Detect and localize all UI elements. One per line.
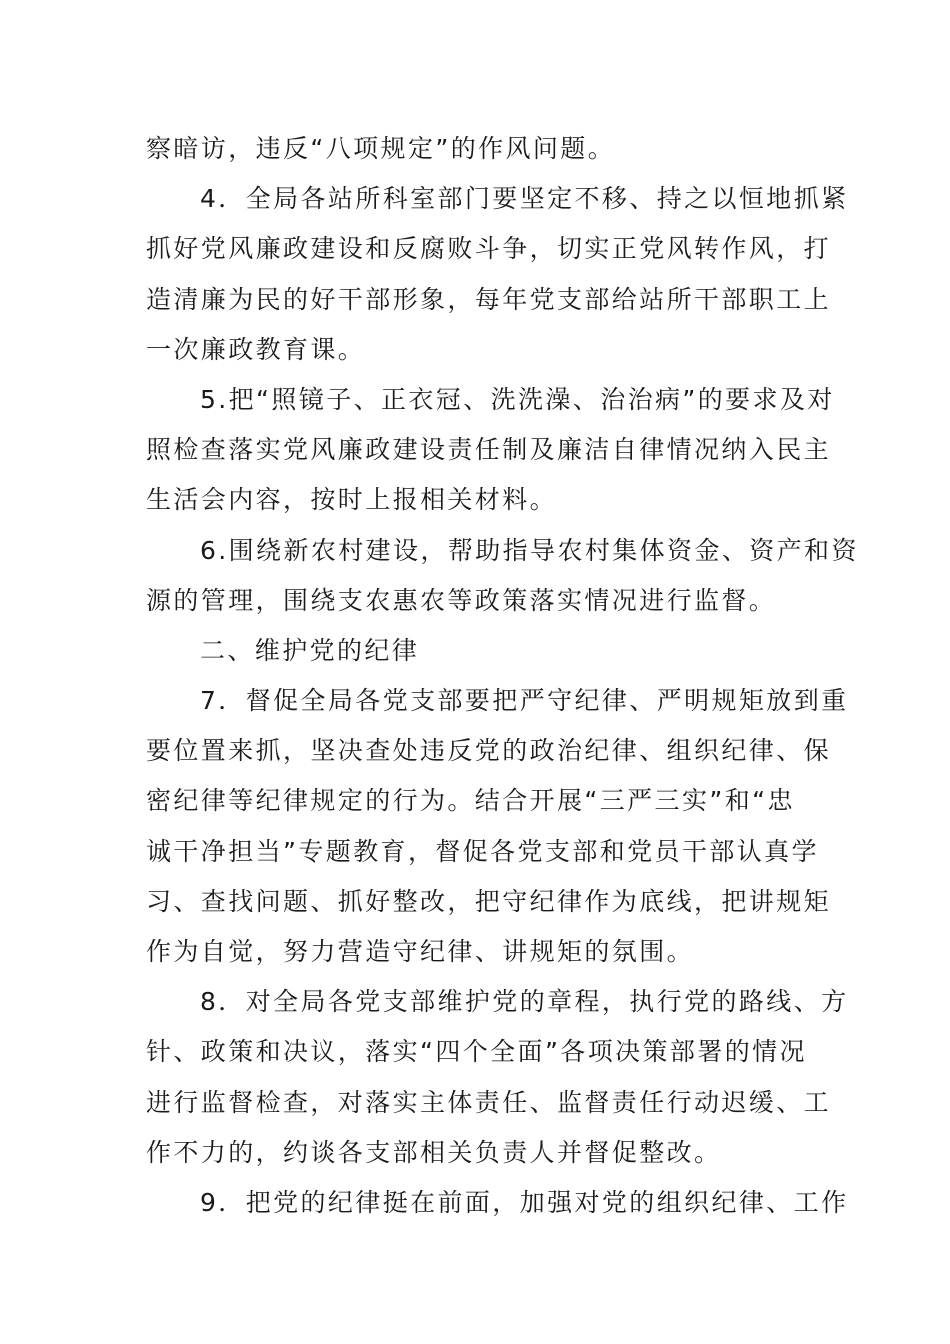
paragraph-item-8-start: 8．对全局各党支部维护党的章程，执行党的路线、方 (200, 987, 849, 1017)
text-line: 造清廉为民的好干部形象，每年党支部给站所干部职工上 (146, 284, 832, 314)
paragraph-item-4-start: 4．全局各站所科室部门要坚定不移、持之以恒地抓紧 (200, 184, 849, 214)
text-line: 作不力的，约谈各支部相关负责人并督促整改。 (146, 1137, 722, 1167)
text-line: 源的管理，围绕支农惠农等政策落实情况进行监督。 (146, 585, 777, 615)
text-line: 生活会内容，按时上报相关材料。 (146, 485, 558, 515)
text-line: 进行监督检查，对落实主体责任、监督责任行动迟缓、工 (146, 1087, 832, 1117)
text-line: 习、查找问题、抓好整改，把守纪律作为底线，把讲规矩 (146, 886, 832, 916)
text-line: 照检查落实党风廉政建设责任制及廉洁自律情况纳入民主 (146, 435, 832, 465)
text-line: 密纪律等纪律规定的行为。结合开展“三严三实”和“忠 (146, 786, 795, 816)
text-line: 要位置来抓，坚决查处违反党的政治纪律、组织纪律、保 (146, 736, 832, 766)
text-line: 一次廉政教育课。 (146, 334, 366, 364)
text-line: 针、政策和决议，落实“四个全面”各项决策部署的情况 (146, 1037, 807, 1067)
text-line: 作为自觉，努力营造守纪律、讲规矩的氛围。 (146, 937, 695, 966)
document-body (146, 124, 859, 1228)
section-heading-2: 二、维护党的纪律 (200, 635, 420, 665)
paragraph-item-6-start: 6.围绕新农村建设，帮助指导农村集体资金、资产和资 (200, 535, 859, 565)
text-line: 抓好党风廉政建设和反腐败斗争，切实正党风转作风，打 (146, 234, 832, 264)
paragraph-item-7-start: 7．督促全局各党支部要把严守纪律、严明规矩放到重 (200, 686, 849, 716)
text-line-continuation: 察暗访，违反“八项规定”的作风问题。 (146, 134, 616, 163)
paragraph-item-9-start: 9．把党的纪律挺在前面，加强对党的组织纪律、工作 (200, 1187, 849, 1217)
paragraph-item-5-start: 5.把“照镜子、正衣冠、洗洗澡、治治病”的要求及对 (200, 384, 835, 414)
text-line: 诚干净担当”专题教育，督促各党支部和党员干部认真学 (146, 836, 819, 866)
